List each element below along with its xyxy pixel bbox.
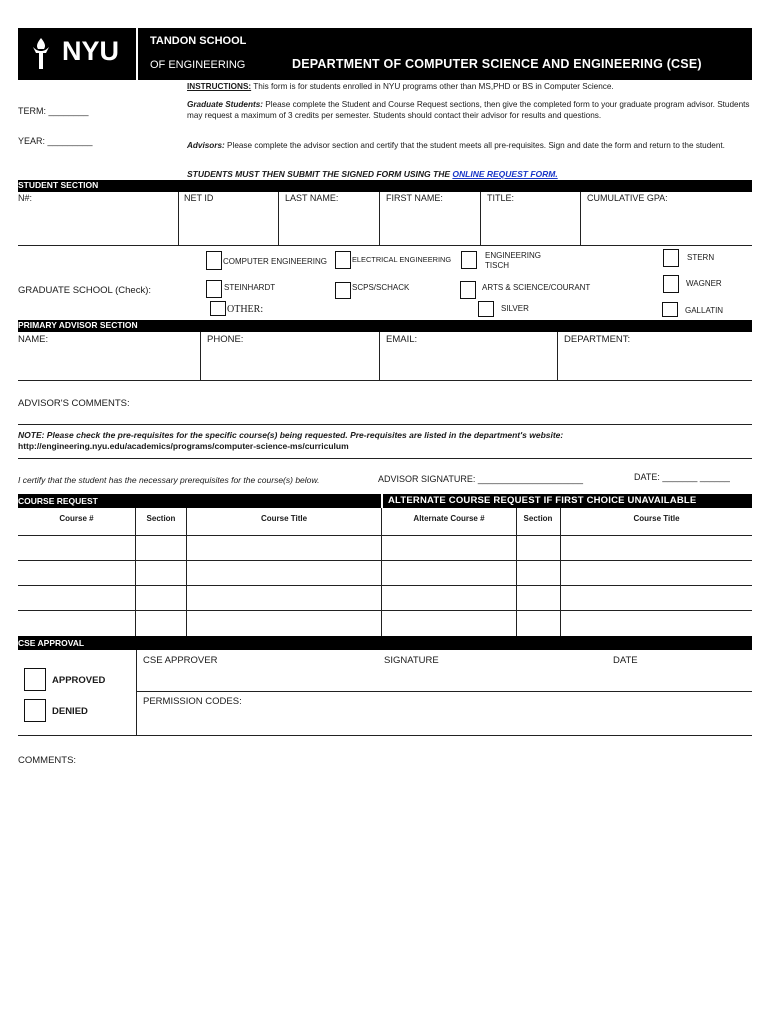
net-id-field[interactable]: NET ID [184, 193, 214, 203]
divider [379, 332, 380, 380]
steinhardt-label: STEINHARDT [224, 283, 276, 292]
logo-text: NYU [62, 36, 120, 66]
course-row[interactable] [18, 535, 752, 536]
alternate-request-bar [383, 494, 752, 508]
divider [18, 245, 752, 246]
denied-checkbox[interactable] [24, 699, 46, 722]
divider [560, 508, 561, 636]
advisor-instructions [187, 140, 757, 151]
header-alternate-section: Section [523, 514, 553, 523]
comments-field[interactable]: COMMENTS: [18, 755, 77, 766]
silver-label: SILVER [501, 304, 529, 313]
divider [278, 192, 279, 245]
divider [379, 192, 380, 245]
header-section: Section [146, 514, 176, 523]
instructions-line [187, 81, 747, 92]
arts-science-checkbox[interactable] [460, 281, 476, 299]
cse-approval-bar [18, 636, 752, 650]
divider [136, 691, 752, 692]
divider [136, 650, 137, 735]
header-alternate-course-number: Alternate Course # [413, 514, 485, 523]
alternate-request-title: ALTERNATE COURSE REQUEST IF FIRST CHOICE UNAVAILABLE [388, 495, 697, 506]
graduate-school-label: GRADUATE SCHOOL (Check): [18, 285, 152, 296]
online-request-form-link[interactable]: ONLINE REQUEST FORM. [452, 169, 558, 179]
divider [178, 192, 179, 245]
arts-science-label: ARTS & SCIENCE/COURANT [482, 283, 591, 292]
student-section-bar [18, 180, 752, 192]
computer-engineering-label: COMPUTER ENGINEERING [223, 257, 328, 266]
divider [18, 380, 752, 381]
gallatin-label: GALLATIN [685, 306, 724, 315]
cse-signature-field[interactable]: SIGNATURE [384, 655, 439, 666]
divider [18, 735, 752, 736]
scps-label: SCPS/SCHACK [352, 283, 410, 292]
computer-engineering-checkbox[interactable] [206, 251, 222, 270]
advisor-title: Advisors: [187, 141, 225, 150]
year-label: YEAR: _________ [18, 136, 93, 146]
header-course-number: Course # [59, 514, 94, 523]
torch-icon [30, 37, 52, 71]
engineering-tisch-label-1: ENGINEERING [485, 251, 542, 260]
course-request-bar [18, 494, 381, 508]
submit-line [187, 169, 558, 179]
title-field[interactable]: TITLE: [487, 193, 515, 203]
approved-checkbox[interactable] [24, 668, 46, 691]
student-number-field[interactable]: N#: [18, 193, 33, 203]
divider [557, 332, 558, 380]
divider [200, 332, 201, 380]
electrical-engineering-checkbox[interactable] [335, 251, 351, 269]
divider [18, 424, 752, 425]
divider [135, 508, 136, 636]
department-title: DEPARTMENT OF COMPUTER SCIENCE AND ENGINEERING (CSE) [292, 57, 702, 71]
advisor-signature-field[interactable]: ADVISOR SIGNATURE: _____________________ [378, 474, 583, 484]
divider [381, 508, 382, 636]
student-section-title: STUDENT SECTION [18, 180, 99, 190]
course-row[interactable] [18, 585, 752, 586]
steinhardt-checkbox[interactable] [206, 280, 222, 298]
denied-label: DENIED [52, 706, 88, 717]
permission-codes-field[interactable]: PERMISSION CODES: [143, 696, 242, 707]
graduate-text: Please complete the Student and Course Request sections, then give the completed form to your graduate program advisor. Students may request a maximum of 3 credits per semester. Students should contact their advisor for results and questions. [187, 100, 750, 120]
engineering-tisch-label-2: TISCH [485, 261, 509, 270]
cse-date-field[interactable]: DATE [613, 655, 638, 666]
advisor-email-field[interactable]: EMAIL: [386, 334, 418, 345]
advisor-section-bar [18, 320, 752, 332]
engineering-tisch-checkbox[interactable] [461, 251, 477, 269]
gallatin-checkbox[interactable] [662, 302, 678, 317]
silver-checkbox[interactable] [478, 301, 494, 317]
submit-text: STUDENTS MUST THEN SUBMIT THE SIGNED FORM USING THE [187, 169, 451, 179]
note [18, 430, 748, 452]
advisor-comments-field[interactable]: ADVISOR'S COMMENTS: [18, 398, 130, 409]
course-request-title: COURSE REQUEST [18, 496, 98, 506]
last-name-field[interactable]: LAST NAME: [285, 193, 339, 203]
wagner-checkbox[interactable] [663, 275, 679, 293]
other-checkbox[interactable] [210, 301, 226, 316]
first-name-field[interactable]: FIRST NAME: [386, 193, 443, 203]
advisor-text: Please complete the advisor section and certify that the student meets all pre-requisites. Sign and date the form and return to the student. [227, 141, 725, 150]
electrical-engineering-label: ELECTRICAL ENGINEERING [352, 255, 452, 264]
graduate-instructions [187, 99, 752, 121]
advisor-department-field[interactable]: DEPARTMENT: [564, 334, 631, 345]
gpa-field[interactable]: CUMULATIVE GPA: [587, 193, 668, 203]
stern-checkbox[interactable] [663, 249, 679, 267]
logo-divider [136, 28, 138, 80]
nyu-logo [18, 28, 136, 80]
approved-label: APPROVED [52, 675, 106, 686]
advisor-name-field[interactable]: NAME: [18, 334, 49, 345]
graduate-title: Graduate Students: [187, 100, 263, 109]
wagner-label: WAGNER [686, 279, 722, 288]
school-line-1: TANDON SCHOOL [150, 35, 247, 47]
divider [580, 192, 581, 245]
other-label: OTHER: [227, 304, 264, 315]
divider [186, 508, 187, 636]
cse-approver-field[interactable]: CSE APPROVER [143, 655, 218, 666]
certify-text: I certify that the student has the necessary prerequisites for the course(s) below. [18, 475, 320, 485]
term-label: TERM: ________ [18, 106, 89, 116]
header-alternate-course-title: Course Title [633, 514, 680, 523]
divider [480, 192, 481, 245]
scps-checkbox[interactable] [335, 282, 351, 299]
instructions-title: INSTRUCTIONS: [187, 82, 252, 91]
divider [18, 458, 752, 459]
course-row[interactable] [18, 560, 752, 561]
course-row[interactable] [18, 610, 752, 611]
school-line-2: OF ENGINEERING [150, 59, 246, 71]
instructions-text: This form is for students enrolled in NYU programs other than MS,PHD or BS in Computer Science. [253, 82, 614, 91]
stern-label: STERN [687, 253, 715, 262]
header-course-title: Course Title [260, 514, 308, 523]
note-text: NOTE: Please check the pre-requisites for the specific course(s) being requested. Pre-requisites are listed in the department's website: [18, 430, 564, 440]
divider [516, 508, 517, 636]
note-url[interactable]: http://engineering.nyu.edu/academics/programs/computer-science-ms/curriculum [18, 441, 349, 451]
certify-date-field[interactable]: DATE: _______ ______ [634, 472, 730, 482]
cse-approval-title: CSE APPROVAL [18, 638, 85, 648]
advisor-section-title: PRIMARY ADVISOR SECTION [18, 320, 138, 330]
advisor-phone-field[interactable]: PHONE: [207, 334, 244, 345]
